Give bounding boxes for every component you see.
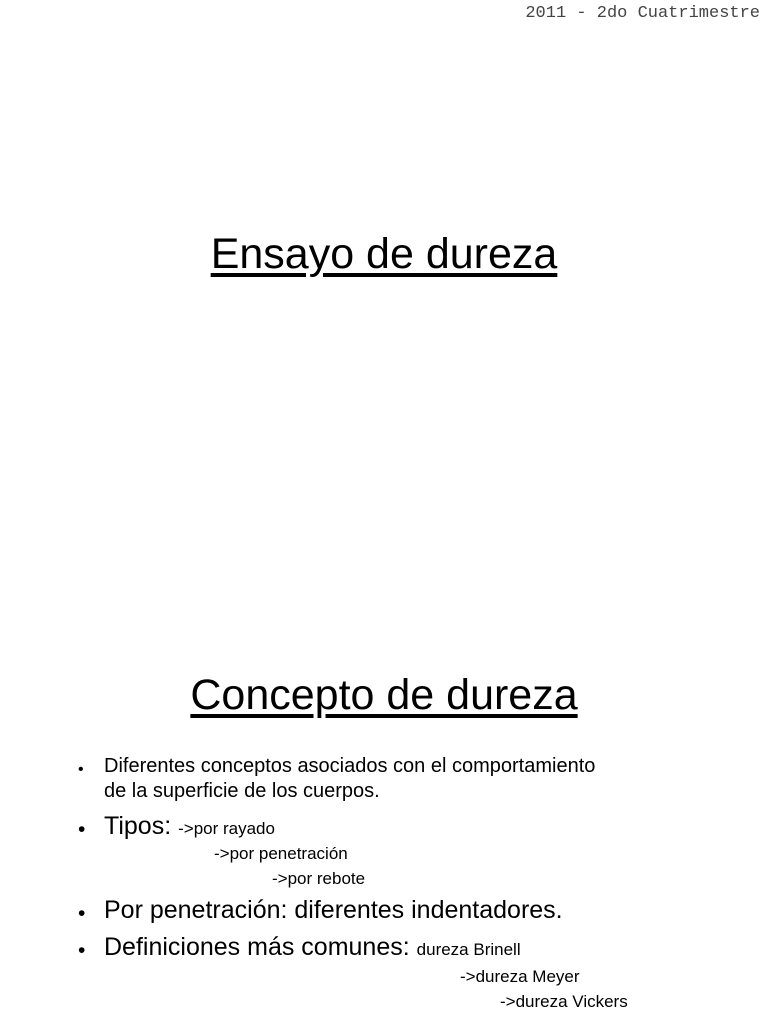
bullet-marker: • bbox=[78, 902, 86, 925]
page-header: 2011 - 2do Cuatrimestre bbox=[525, 4, 760, 23]
bullet-marker: • bbox=[78, 939, 86, 962]
bullet4-item3: ->dureza Vickers bbox=[500, 992, 628, 1011]
bullet1-line1: Diferentes conceptos asociados con el comportamiento bbox=[104, 755, 596, 777]
bullet2-item1: ->por rayado bbox=[178, 819, 275, 838]
bullet-marker: • bbox=[78, 818, 86, 841]
bullet-marker: • bbox=[78, 761, 84, 778]
bullet2-item3: ->por rebote bbox=[272, 869, 366, 888]
slide1-title: Ensayo de dureza bbox=[210, 230, 558, 278]
bullet4-item1: dureza Brinell bbox=[416, 940, 521, 959]
slide2-title: Concepto de dureza bbox=[190, 671, 578, 719]
bullet1-line2: de la superficie de los cuerpos. bbox=[104, 780, 380, 802]
bullet4-label: Definiciones más comunes: bbox=[104, 933, 410, 961]
bullet4-item2: ->dureza Meyer bbox=[460, 967, 580, 986]
bullet2-line bbox=[104, 812, 275, 841]
bullet3-text: Por penetración: diferentes indentadores. bbox=[104, 896, 563, 924]
bullet2-label: Tipos: bbox=[104, 812, 172, 840]
bullet4-line bbox=[104, 933, 521, 962]
bullet2-item2: ->por penetración bbox=[214, 844, 348, 863]
